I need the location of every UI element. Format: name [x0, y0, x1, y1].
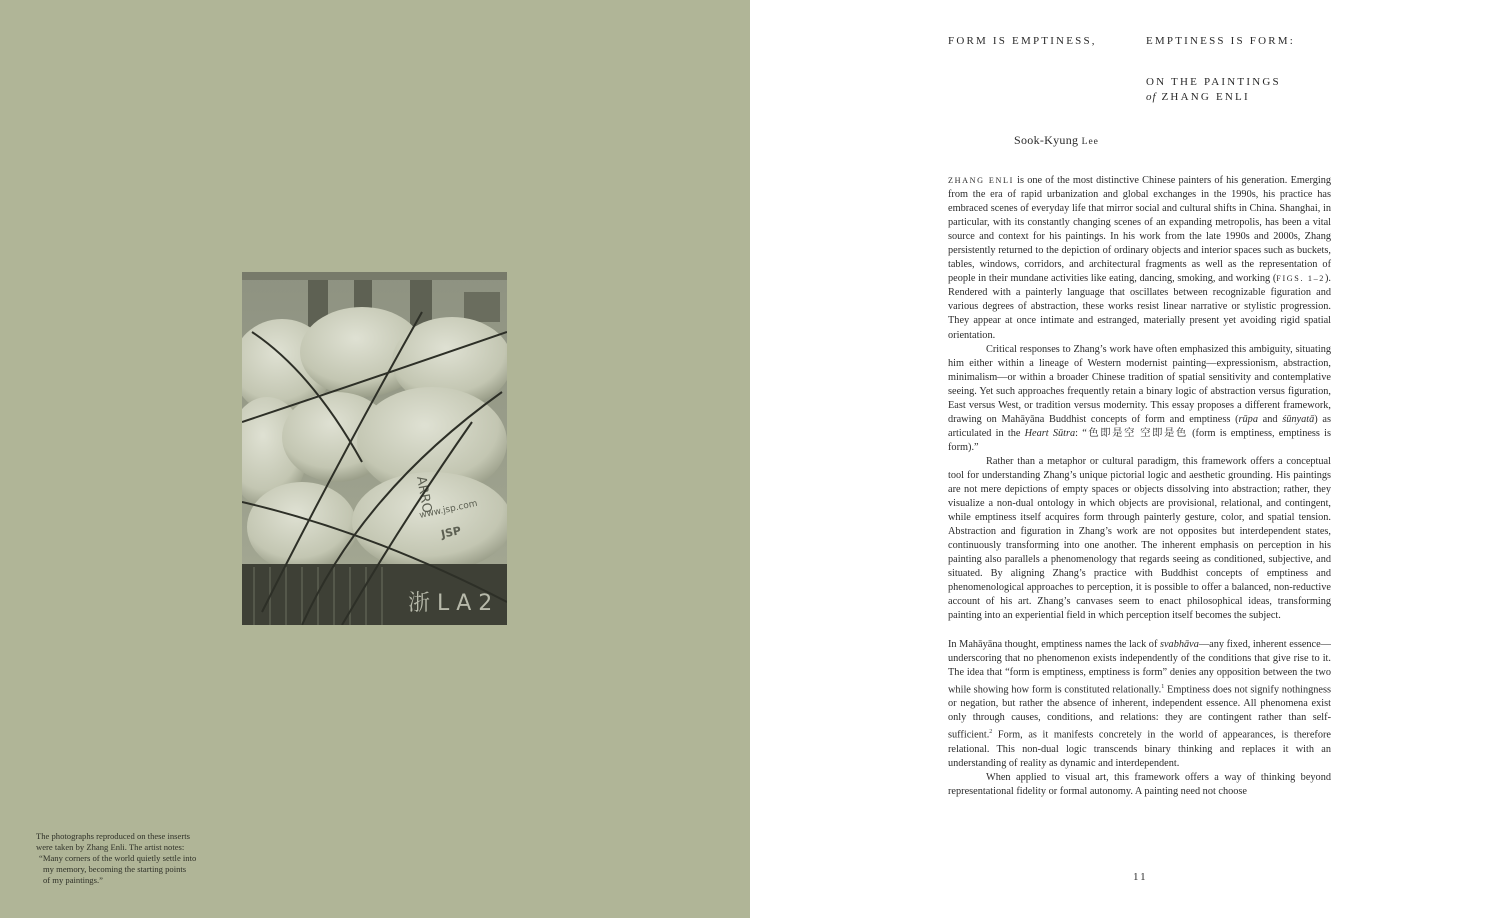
paragraph-4-text-d: Form, as it manifests concretely in the world of appearances, is therefore relational. This non-dual logic transcends binary thinking and replaces it with an understanding of reality as dynamic and interdependent.	[948, 729, 1331, 769]
paragraph-2	[948, 343, 1331, 455]
paragraph-2-text-b: ) as articulated in the	[948, 413, 1332, 439]
caption-line: were taken by Zhang Enli. The artist notes:	[36, 842, 185, 852]
right-page	[750, 0, 1500, 918]
paragraph-2-and: and	[1257, 413, 1283, 425]
caption-line: “Many corners of the world quietly settle into	[39, 853, 197, 863]
caption-line: my memory, becoming the starting points	[43, 864, 187, 874]
paragraph-1	[948, 174, 1331, 343]
footnote-ref-1[interactable]: 1	[1161, 683, 1165, 690]
essay-title-part2: EMPTINESS IS FORM:	[1146, 35, 1296, 47]
paragraph-4	[948, 638, 1331, 771]
page-number: 11	[1133, 871, 1148, 883]
term-svabhava: svabhāva	[1159, 638, 1199, 650]
paragraph-5: When applied to visual art, this framework offers a way of thinking beyond representational fidelity or formal autonomy. A painting need not choose	[948, 771, 1331, 797]
caption-line: The photographs reproduced on these inserts	[36, 831, 190, 841]
paragraph-1-end: ). Rendered with a painterly language that oscillates between recognizable figuration and various degrees of abstraction, these works resist linear narrative or stylistic progression. They appear at once intimate and estranged, materially present yet avoiding rigid spatial orientation.	[948, 273, 1331, 341]
paragraph-4-text: In Mahāyāna thought, emptiness names the lack of	[948, 638, 1160, 650]
essay-body	[948, 174, 1331, 799]
paragraph-2-text-c: : “色即是空 空即是色 (form is emptiness, emptiness is form).”	[948, 427, 1331, 453]
caption-line: of my paintings.”	[43, 875, 103, 885]
subtitle-name: ZHANG ENLI	[1161, 91, 1250, 103]
author-byline	[1014, 133, 1099, 148]
term-sunyata: śūnyatā	[1282, 413, 1315, 425]
paragraph-3: Rather than a metaphor or cultural paradigm, this framework offers a conceptual tool for understanding Zhang’s unique pictorial logic and aesthetic grounding. His paintings are not mere depictions of empty spaces or objects dissolving into abstraction; rather, they visualize a non-dual ontology in which objects are provisional, relational, and contingent, while emptiness itself acquires form through painterly gesture, color, and spatial tension. Abstraction and figuration in Zhang’s work are not opposites but interdependent states, continuously transforming into one another. The inherent emphasis on perception in his painting also parallels a phenomenology that regards seeing as conditioned, subjective, and situated. By aligning Zhang’s practice with Buddhist concepts of emptiness and phenomenological approaches to perception, it is possible to offer a balanced, non-reductive account of his art. Zhang’s canvases seem to enact philosophical ideas, transforming painting into an experiential field in which perception itself becomes the subject.	[948, 455, 1331, 622]
photograph-bulk-bags	[242, 272, 507, 625]
author-last-name: Lee	[1081, 137, 1099, 147]
essay-title-part1: FORM IS EMPTINESS,	[948, 35, 1097, 47]
photo-graphic	[242, 272, 507, 625]
paragraph-4-text-b: —any fixed, inherent essence—underscoring that no phenomenon exists independently of the conditions that give rise to it. The idea that “form is emptiness, emptiness is form” denies any opposition between the two while showing how form is constituted relationally.	[948, 638, 1331, 696]
bag-print-jsp: JSP	[439, 524, 463, 541]
paragraph-1-text: is one of the most distinctive Chinese painters of his generation. Emerging from the era of rapid urbanization and global exchanges in the 1990s, his practice has embraced scenes of everyday life that mirror social and cultural shifts in China. Shanghai, in particular, with its constantly changing scenes of an expanding metropolis, has been a vital source and context for his paintings. In his work from the late 1990s and 2000s, Zhang persistently returned to the depiction of ordinary objects and interior spaces such as buckets, tables, windows, corridors, and architectural fragments as well as the representation of people in their mundane activities like eating, dancing, smoking, and working (	[948, 175, 1331, 285]
figure-reference: FIGS. 1–2	[1276, 274, 1325, 284]
footnote-ref-2[interactable]: 2	[989, 729, 993, 736]
container-marking: 浙 L A 2	[408, 591, 493, 616]
bag-print-url: www.jsp.com	[418, 498, 479, 521]
title-heart-sutra: Heart Sūtra	[1024, 427, 1076, 439]
subtitle-of: of	[1146, 91, 1157, 103]
term-rupa: rūpa	[1238, 413, 1258, 425]
essay-subtitle-line1: ON THE PAINTINGS	[1146, 76, 1281, 88]
essay-subtitle-line2	[1146, 91, 1250, 103]
paragraph-2-text: Critical responses to Zhang’s work have often emphasized this ambiguity, situating him either within a lineage of Western modernist painting—expressionism, abstraction, minimalism—or within a broader Chinese tradition of spatial sensitivity and contemplative seeing. Yet such approaches frequently retain a binary logic of abstraction versus figuration, East versus West, or tradition versus modernity. This essay proposes a different framework, drawing on Mahāyāna Buddhist concepts of form and emptiness (	[948, 343, 1331, 425]
paragraph-4-text-c: Emptiness does not signify nothingness or negation, but rather the absence of inherent, independent essence. All phenomena exist only through causes, conditions, and relations: they are contingent rather than self-sufficient.	[948, 684, 1331, 741]
bag-print-arro: ARRO	[413, 475, 435, 515]
lead-in: ZHANG ENLI	[948, 176, 1014, 185]
photo-caption	[36, 831, 216, 886]
author-first-name: Sook-Kyung	[1014, 133, 1079, 147]
